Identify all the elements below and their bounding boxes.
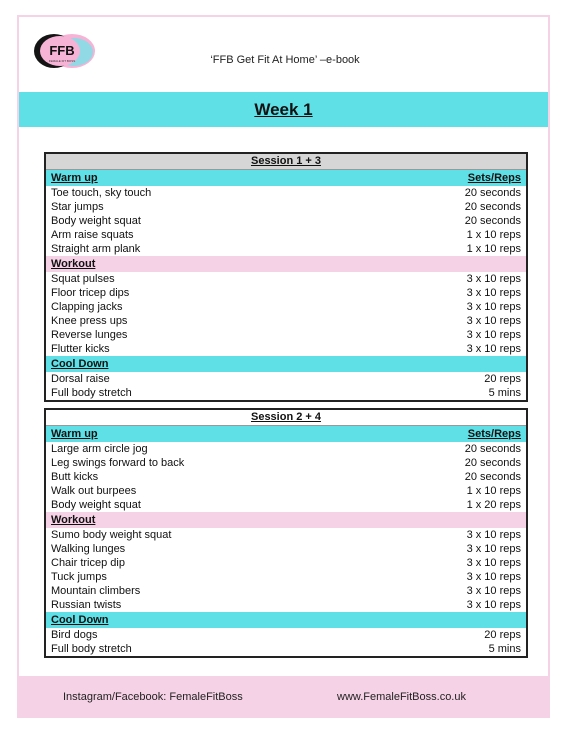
exercise-name: Tuck jumps [51, 571, 107, 583]
workout-label: Workout [51, 258, 96, 270]
exercise-name: Body weight squat [51, 215, 141, 227]
exercise-value: 3 x 10 reps [466, 543, 521, 555]
exercise-name: Sumo body weight squat [51, 529, 172, 541]
exercise-row [46, 456, 526, 470]
exercise-value: 20 reps [484, 629, 521, 641]
exercise-row [46, 214, 526, 228]
exercise-value: 20 seconds [464, 187, 521, 199]
exercise-name: Star jumps [51, 201, 104, 213]
exercise-row [46, 584, 526, 598]
exercise-name: Leg swings forward to back [51, 457, 185, 469]
exercise-row [46, 570, 526, 584]
exercise-row [46, 314, 526, 328]
exercise-name: Straight arm plank [51, 243, 141, 255]
exercise-row [46, 186, 526, 200]
exercise-name: Flutter kicks [51, 343, 110, 355]
exercise-row [46, 442, 526, 456]
exercise-row [46, 498, 526, 512]
exercise-name: Arm raise squats [51, 229, 134, 241]
exercise-row [46, 528, 526, 542]
exercise-value: 3 x 10 reps [466, 571, 521, 583]
exercise-value: 5 mins [488, 387, 521, 399]
exercise-value: 3 x 10 reps [466, 287, 521, 299]
exercise-row [46, 242, 526, 256]
document-title: ‘FFB Get Fit At Home’ –e-book [210, 54, 360, 66]
exercise-value: 20 seconds [464, 215, 521, 227]
exercise-value: 5 mins [488, 643, 521, 655]
exercise-value: 20 seconds [464, 201, 521, 213]
footer-bar [19, 676, 548, 716]
exercise-name: Butt kicks [51, 471, 99, 483]
warmup-label: Warm up [51, 428, 98, 440]
exercise-name: Toe touch, sky touch [51, 187, 152, 199]
exercise-row [46, 628, 526, 642]
exercise-row [46, 470, 526, 484]
exercise-value: 20 reps [484, 373, 521, 385]
exercise-value: 20 seconds [464, 443, 521, 455]
exercise-value: 3 x 10 reps [466, 557, 521, 569]
exercise-row [46, 342, 526, 356]
exercise-row [46, 598, 526, 612]
exercise-name: Bird dogs [51, 629, 98, 641]
warmup-header [46, 170, 526, 186]
exercise-value: 3 x 10 reps [466, 599, 521, 611]
exercise-value: 20 seconds [464, 457, 521, 469]
cooldown-label: Cool Down [51, 358, 109, 370]
logo-text: FFB [49, 43, 75, 58]
exercise-row [46, 556, 526, 570]
exercise-name: Reverse lunges [51, 329, 128, 341]
exercise-value: 1 x 20 reps [466, 499, 521, 511]
exercise-name: Full body stretch [51, 387, 132, 399]
week-banner [19, 92, 548, 127]
exercise-name: Clapping jacks [51, 301, 123, 313]
exercise-row [46, 484, 526, 498]
exercise-name: Large arm circle jog [51, 443, 148, 455]
cooldown-header [46, 356, 526, 372]
exercise-name: Walking lunges [51, 543, 126, 555]
exercise-row [46, 386, 526, 400]
exercise-name: Squat pulses [51, 273, 115, 285]
exercise-value: 3 x 10 reps [466, 301, 521, 313]
cooldown-label: Cool Down [51, 614, 109, 626]
workout-label: Workout [51, 514, 96, 526]
session-table-1 [44, 152, 528, 402]
exercise-name: Russian twists [51, 599, 122, 611]
week-title: Week 1 [254, 99, 313, 119]
exercise-name: Chair tricep dip [51, 557, 125, 569]
exercise-name: Full body stretch [51, 643, 132, 655]
exercise-name: Body weight squat [51, 499, 141, 511]
exercise-value: 1 x 10 reps [466, 229, 521, 241]
exercise-row [46, 286, 526, 300]
exercise-name: Knee press ups [51, 315, 128, 327]
footer-website: www.FemaleFitBoss.co.uk [337, 691, 466, 703]
session-title: Session 1 + 3 [46, 154, 526, 170]
exercise-value: 3 x 10 reps [466, 585, 521, 597]
sets-reps-header: Sets/Reps [467, 428, 521, 440]
exercise-value: 3 x 10 reps [466, 343, 521, 355]
warmup-header [46, 426, 526, 442]
sets-reps-header: Sets/Reps [467, 172, 521, 184]
footer-social: Instagram/Facebook: FemaleFitBoss [63, 691, 243, 703]
exercise-value: 1 x 10 reps [466, 243, 521, 255]
workout-header [46, 512, 526, 528]
exercise-name: Walk out burpees [51, 485, 137, 497]
exercise-row [46, 542, 526, 556]
exercise-value: 3 x 10 reps [466, 315, 521, 327]
workout-header [46, 256, 526, 272]
exercise-row [46, 642, 526, 656]
exercise-value: 3 x 10 reps [466, 273, 521, 285]
exercise-row [46, 272, 526, 286]
exercise-row [46, 200, 526, 214]
exercise-value: 3 x 10 reps [466, 529, 521, 541]
exercise-value: 1 x 10 reps [466, 485, 521, 497]
exercise-row [46, 372, 526, 386]
cooldown-header [46, 612, 526, 628]
exercise-value: 20 seconds [464, 471, 521, 483]
exercise-row [46, 300, 526, 314]
exercise-row [46, 328, 526, 342]
exercise-name: Dorsal raise [51, 373, 110, 385]
exercise-name: Mountain climbers [51, 585, 141, 597]
session-title: Session 2 + 4 [46, 410, 526, 426]
exercise-name: Floor tricep dips [51, 287, 130, 299]
logo-subtext: FEMALE FIT BOSS [48, 59, 76, 63]
warmup-label: Warm up [51, 172, 98, 184]
exercise-row [46, 228, 526, 242]
exercise-value: 3 x 10 reps [466, 329, 521, 341]
session-table-2 [44, 408, 528, 658]
